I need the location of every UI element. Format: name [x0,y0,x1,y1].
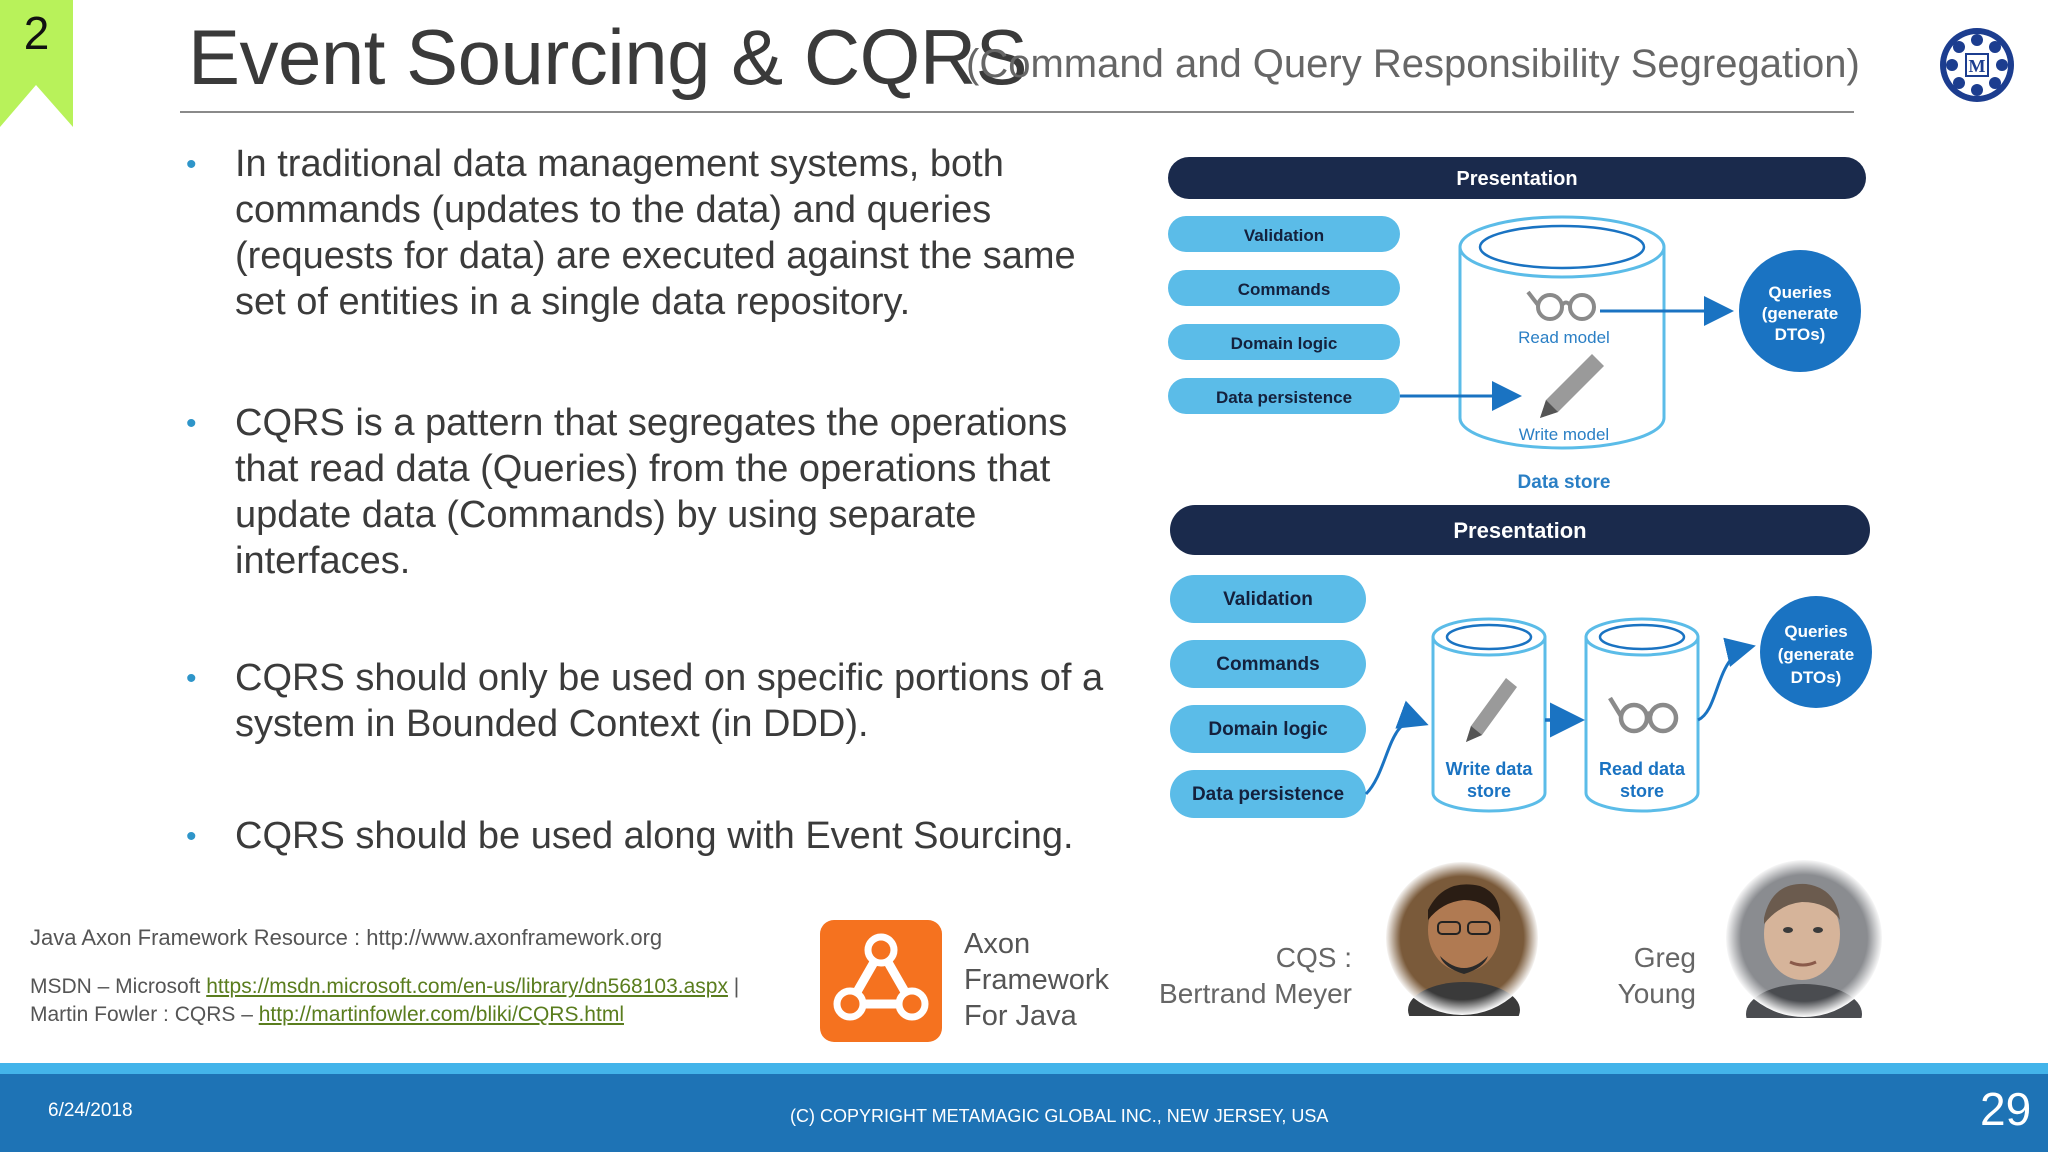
axon-framework-label [964,926,1109,1034]
footer-copyright: (C) COPYRIGHT METAMAGIC GLOBAL INC., NEW JERSEY, USA [790,1106,1329,1126]
axon-logo-icon [820,920,942,1042]
queries-line: DTOs) [1790,668,1842,687]
msdn-suffix: | [727,975,740,998]
read-store-line: Read data [1598,759,1686,779]
cqrs-diagram [1160,150,1880,830]
page-subtitle: (Command and Query Responsibility Segregation) [966,42,1860,86]
queries-line: Queries [1768,283,1832,302]
layer-label: Commands [1237,280,1331,299]
layer-validation [1170,575,1366,623]
msdn-prefix: MSDN – Microsoft [30,975,207,998]
fowler-prefix: Martin Fowler : CQRS – [30,1003,259,1026]
company-logo-icon [1938,26,2016,104]
axon-reference-text: Java Axon Framework Resource : http://www.axonframework.org [30,925,663,950]
write-model-label: Write model [1518,425,1610,444]
queries-line: DTOs) [1774,325,1826,344]
meyer-label [1130,940,1352,1012]
young-label [1578,940,1696,1012]
layer-domain-logic [1168,324,1400,360]
layer-label: Data persistence [1215,388,1353,407]
bertrand-meyer-photo [1384,860,1540,1016]
layer-label: Commands [1216,654,1320,675]
read-store-line: store [1619,781,1665,801]
layer-commands [1170,640,1366,688]
queries-circle [1760,596,1872,708]
bullet-text-1: In traditional data management systems, both commands (updates to the data) and queries (requests for data) are executed against the same set of entities in a single data repository. [235,143,1076,323]
read-model-label: Read model [1518,328,1610,347]
page-title: Event Sourcing & CQRS [188,13,1028,101]
axon-label-line: Axon [964,928,1031,960]
young-label-line: Young [1617,978,1696,1009]
layer-commands [1168,270,1400,306]
data-store-label: Data store [1517,472,1611,493]
page-number: 29 [1980,1083,2032,1135]
greg-young-photo [1724,858,1884,1018]
presentation-label: Presentation [1453,518,1587,543]
queries-circle [1739,250,1861,372]
layer-label: Domain logic [1208,719,1328,740]
young-label-line: Greg [1633,942,1696,973]
write-store-line: store [1466,781,1512,801]
meyer-label-line: Bertrand Meyer [1159,978,1352,1009]
meyer-label-line: CQS : [1275,942,1352,973]
layer-data-persistence [1170,770,1366,818]
msdn-link[interactable]: https://msdn.microsoft.com/en-us/library/dn568103.aspx [206,975,728,998]
layer-label: Domain logic [1230,334,1338,353]
layer-label: Data persistence [1191,784,1345,805]
msdn-reference [30,975,739,999]
bullet-text-4: CQRS should be used along with Event Sourcing. [235,815,1074,857]
layer-label: Validation [1223,589,1313,610]
axon-label-line: For Java [964,1000,1077,1032]
footer-accent-bar [0,1063,2048,1074]
bullet-text-2: CQRS is a pattern that segregates the operations that read data (Queries) from the operations that update data (Commands) by using separate interfaces. [235,402,1068,582]
footer-date: 6/24/2018 [48,1100,133,1121]
presentation-label: Presentation [1456,168,1578,190]
fowler-reference [30,1003,624,1027]
bullet-icon: • [186,820,197,853]
queries-line: (generate [1777,645,1855,664]
axon-label-line: Framework [964,964,1110,996]
write-store-line: Write data [1445,759,1533,779]
arrow-read-store-to-queries [1698,647,1750,720]
bullet-icon: • [186,407,197,440]
svg-text:M: M [1968,56,1986,76]
layer-validation [1168,216,1400,252]
queries-line: (generate [1761,304,1839,323]
title-divider [180,111,1854,113]
queries-line: Queries [1784,622,1848,641]
layer-domain-logic [1170,705,1366,753]
bullet-text-3: CQRS should only be used on specific portions of a system in Bounded Context (in DDD). [235,657,1104,745]
bullet-icon: • [186,148,197,181]
layer-data-persistence [1168,378,1400,414]
arrow-persistence-to-write-store [1366,721,1423,794]
bullet-icon: • [186,662,197,695]
fowler-link[interactable]: http://martinfowler.com/bliki/CQRS.html [258,1003,624,1026]
layer-label: Validation [1243,226,1325,245]
slide-number: 2 [23,7,50,59]
